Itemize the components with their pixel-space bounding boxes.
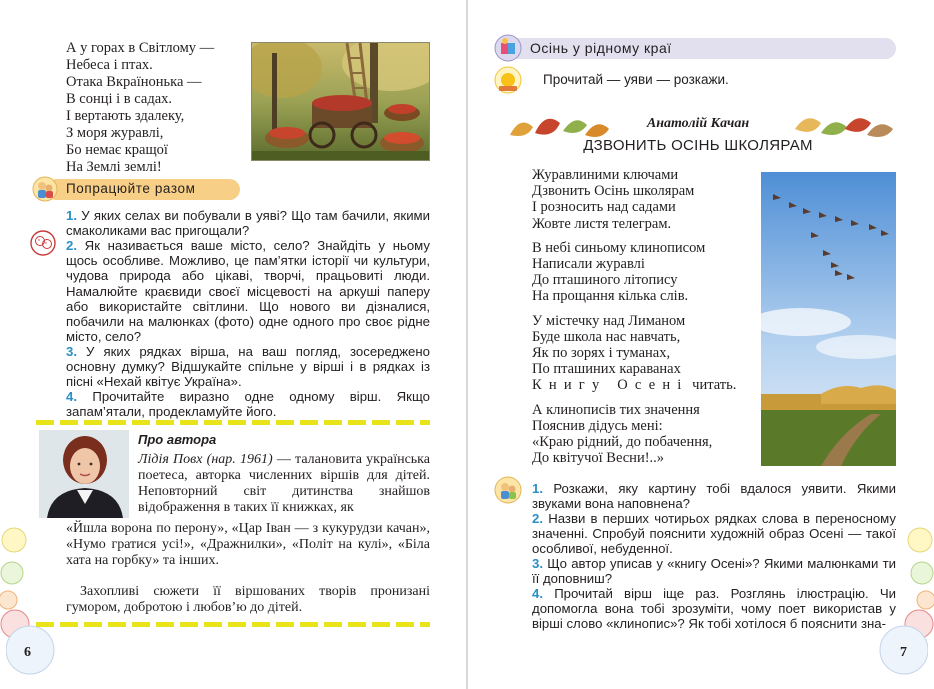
question-text: У яких рядках вірша, на ваш погляд, зосереджено основну думку? Відшукайте спільне у вірші і в рядках із пісні «Нехай квітує Україна». — [66, 344, 430, 390]
question-item — [532, 511, 896, 557]
question-text: Що автор уписав у «книгу Осені»? Якими малюнками ти її доповниш? — [532, 556, 896, 587]
sun-icon — [494, 66, 522, 94]
author-name: Лідія Повх (нар. 1961) — [138, 452, 273, 467]
children-group-icon — [32, 176, 58, 202]
question-item — [532, 586, 896, 632]
faces-icon — [30, 230, 56, 256]
divider-dashes-bottom — [36, 622, 430, 627]
question-text: Прочитай вірш іще раз. Розглянь ілюстрацію. Чи допомогла вона тобі зрозуміти, чому поет використав у вірші слово «клинопис»? Як тобі хотілося б пояснити зна- — [532, 586, 896, 632]
poem-line: А у горах в Світлому — — [66, 40, 215, 56]
poem-line: Написали журавлі — [532, 256, 645, 273]
poem-line: До пташиного літопису — [532, 272, 678, 289]
poem-line: Як по зорях і туманах, — [532, 345, 671, 362]
question-text: Прочитайте виразно одне одному вірш. Якщо запам’ятали, продекламуйте його. — [66, 389, 430, 420]
orchard-harvest-photo — [251, 42, 430, 161]
spaced-line-rest: читать. — [692, 377, 737, 394]
poem-line: Жовте листя телеграм. — [532, 215, 672, 232]
question-text: Розкажи, яку картину тобі вдалося уявити. Якими звуками вона наповнена? — [532, 481, 896, 512]
page-number: 7 — [900, 645, 907, 660]
question-text: Як називається ваше місто, село? Знайдіть у ньому щось особливе. Можливо, це пам’ятки історії чи культури, чудова природа або цікаві, творчі, працьовиті люди. Намалюйте краєвиди своєї місцевості на аркуші паперу або використайте світлини. Що нового ви дізналися, побачили на малюнках (фото) одне одного про своє рідне місто, село? — [66, 238, 430, 345]
poem-line: До квітучої Весни!..» — [532, 450, 665, 467]
poem-line: Журавлиними ключами — [532, 167, 679, 183]
question-item — [532, 481, 896, 511]
poem-line: Небеса і птах. — [66, 57, 153, 73]
cranes-field-photo — [761, 172, 896, 466]
section-header-work-together — [32, 176, 240, 202]
poem-stanza — [532, 402, 762, 467]
about-author-heading: Про автора — [138, 432, 217, 447]
author-bio — [138, 452, 430, 516]
poem-title: ДЗВОНИТЬ ОСІНЬ ШКОЛЯРАМ — [583, 137, 813, 154]
page-gutter — [466, 0, 468, 689]
question-number: 1. — [66, 208, 77, 223]
poem-line: У містечку над Лиманом — [532, 312, 686, 329]
author-bio-paragraph: Захопливі сюжети її віршованих творів пронизані гумором, добротою і любов’ю до дітей. — [66, 584, 430, 615]
poem-stanza — [532, 240, 762, 305]
question-children-icon — [494, 476, 522, 504]
question-text: Назви в перших чотирьох рядках слова в переносному значенні. Спробуй пояснити художній образ Осені — такої особливої, небуденної. — [532, 511, 896, 557]
author-bio-text: — талановита українська поетеса, авторка численних віршів для дітей. Неповторний світ дитинства знайшов відображення в таких її книжках, як — [138, 452, 430, 515]
spaced-words: Книгу Осені — [532, 377, 689, 394]
section-title: Попрацюйте разом — [66, 181, 196, 196]
poem-line: З моря журавлі, — [66, 125, 164, 141]
book-icon — [494, 34, 522, 62]
question-item — [66, 208, 430, 238]
poem-line: Буде школа нас навчать, — [532, 328, 681, 345]
poem-line: По пташиних караванах — [532, 361, 681, 378]
question-number: 2. — [532, 511, 543, 526]
poem-line: А клинописів тих значення — [532, 401, 700, 418]
poem-line: І розносить над садами — [532, 199, 676, 216]
poem-line: Пояснив дідусь мені: — [532, 417, 663, 434]
poem-line: В небі синьому клинописом — [532, 239, 706, 256]
poem-line: На Землі землі! — [66, 159, 162, 175]
poem-line: «Краю рідний, до побачення, — [532, 434, 713, 451]
poem-line: Бо немає кращої — [66, 142, 168, 158]
question-item — [66, 344, 430, 390]
page-bubble-left — [6, 618, 56, 682]
poem-ending — [66, 40, 256, 176]
divider-dashes-top — [36, 420, 430, 425]
poem-line: Отака Вкраїнонька — — [66, 74, 202, 90]
poem-stanza — [532, 313, 762, 394]
poem-stanza — [532, 167, 762, 232]
question-number: 4. — [66, 389, 77, 404]
question-number: 4. — [532, 586, 543, 601]
question-number: 2. — [66, 238, 77, 253]
question-item — [532, 556, 896, 586]
question-number: 1. — [532, 481, 543, 496]
poem-line: В сонці і в садах. — [66, 91, 173, 107]
poem-line-spaced — [532, 377, 762, 393]
poem-text — [532, 167, 762, 474]
page-number: 6 — [24, 645, 31, 660]
author-portrait — [39, 430, 129, 518]
poem-line: Дзвонить Осінь школярам — [532, 183, 695, 200]
poem-line: І вертають здалеку, — [66, 108, 185, 124]
topic-header — [494, 36, 896, 60]
question-number: 3. — [532, 556, 543, 571]
question-text: У яких селах ви побували в уяві? Що там бачили, якими смаколиками вас пригощали? — [66, 208, 430, 239]
topic-title: Осінь у рідному краї — [530, 40, 672, 56]
question-item — [66, 389, 430, 419]
question-number: 3. — [66, 344, 77, 359]
author-books: «Йшла ворона по перону», «Цар Іван — з кукурудзи качан», «Нумо гратися усі!», «Дражнилки», «Політ на кулі», «Біла хата на горбку» та інших. — [66, 521, 430, 568]
reading-instruction: Прочитай — уяви — розкажи. — [543, 72, 729, 87]
poet-name: Анатолій Качан — [646, 116, 750, 131]
poem-line: На прощання кілька слів. — [532, 288, 689, 305]
question-item — [66, 238, 430, 344]
